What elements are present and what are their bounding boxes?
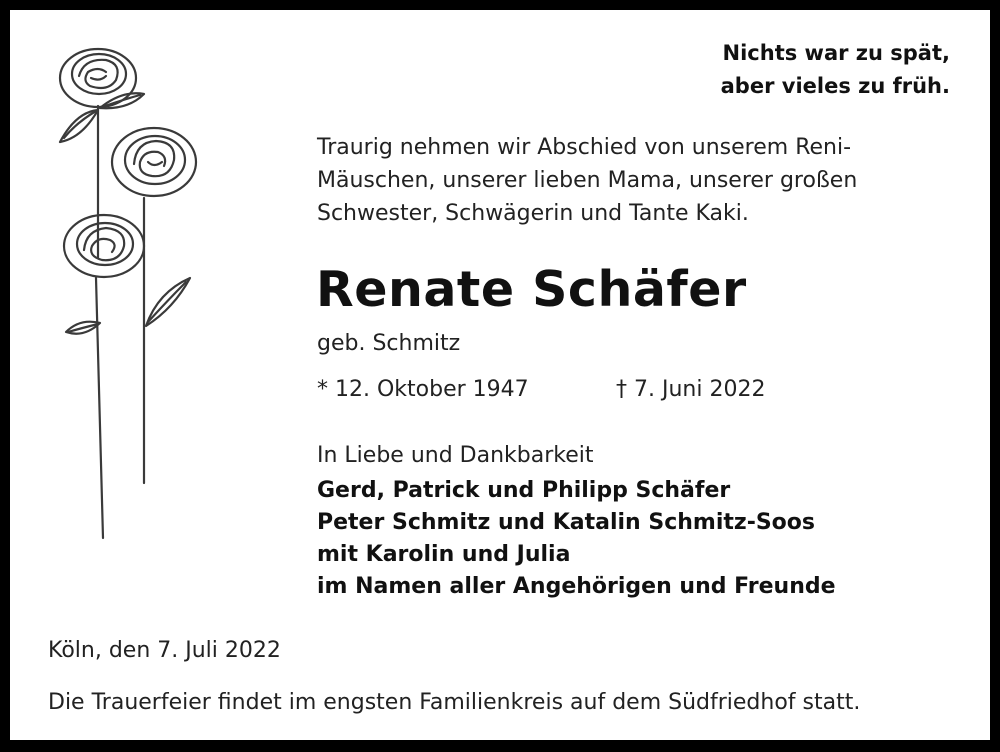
mourner-line: mit Karolin und Julia (317, 542, 571, 567)
birth-date: * 12. Oktober 1947 (317, 377, 529, 402)
birth-name: geb. Schmitz (317, 331, 461, 356)
funeral-notice: Die Trauerfeier findet im engsten Familienkreis auf dem Südfriedhof statt. (48, 690, 861, 715)
intro-text (317, 131, 857, 230)
place-and-date: Köln, den 7. Juli 2022 (48, 638, 281, 663)
motto-line: aber vieles zu früh. (720, 74, 950, 98)
closing-phrase: In Liebe und Dankbarkeit (317, 443, 594, 468)
obituary-card (10, 10, 990, 740)
death-date: † 7. Juni 2022 (616, 377, 766, 402)
intro-line: Traurig nehmen wir Abschied von unserem Reni- (317, 135, 852, 160)
intro-line: Schwester, Schwägerin und Tante Kaki. (317, 201, 749, 226)
mourners-list (317, 475, 836, 603)
intro-line: Mäuschen, unserer lieben Mama, unserer großen (317, 168, 858, 193)
roses-illustration-icon (46, 38, 206, 558)
mourner-line: Gerd, Patrick und Philipp Schäfer (317, 478, 731, 503)
mourner-line: im Namen aller Angehörigen und Freunde (317, 574, 836, 599)
mourner-line: Peter Schmitz und Katalin Schmitz-Soos (317, 510, 816, 535)
deceased-name: Renate Schäfer (316, 261, 747, 318)
motto-line: Nichts war zu spät, (722, 41, 950, 65)
motto (721, 37, 950, 103)
